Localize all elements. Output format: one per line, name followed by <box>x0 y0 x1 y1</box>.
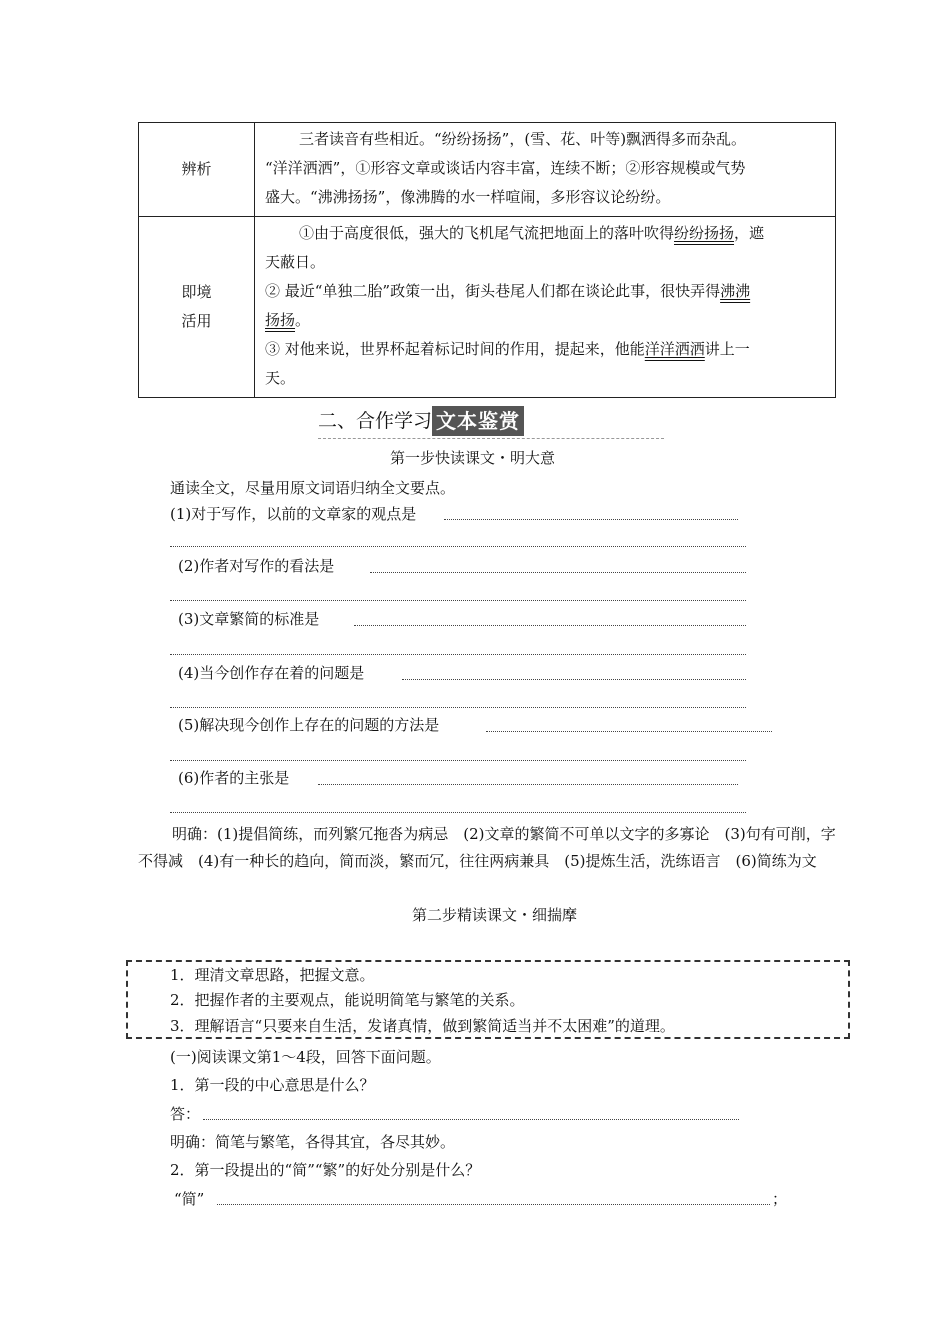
section-heading <box>318 404 524 438</box>
question-1: (1)对于写作，以前的文章家的观点是 <box>170 505 417 523</box>
usage-s2b: 。 <box>295 311 311 329</box>
usage-s1c: 天蔽日。 <box>265 253 326 271</box>
answer-line[interactable] <box>203 1119 739 1120</box>
usage-s2-underlined-1: 沸沸 <box>720 282 751 300</box>
question-a2: 2．第一段提出的“简”“繁”的好处分别是什么？ <box>170 1161 481 1179</box>
question-3: (3)文章繁简的标准是 <box>178 610 320 628</box>
table-row-analysis <box>139 123 836 217</box>
answer-line[interactable] <box>170 600 746 601</box>
answer-line[interactable] <box>217 1204 770 1205</box>
usage-label-1: 即境 <box>181 283 212 301</box>
answer-line[interactable] <box>318 784 738 785</box>
analysis-line-1: 三者读音有些相近。“纷纷扬扬”，(雪、花、叶等)飘洒得多而杂乱。 <box>299 130 747 148</box>
answer-label: 答： <box>170 1105 201 1123</box>
goal-2: 2．把握作者的主要观点，能说明简笔与繁笔的关系。 <box>170 991 525 1009</box>
semicolon: ； <box>772 1190 788 1208</box>
step1-answer-text: 明确：(1)提倡简练，而列繁冗拖沓为病忌 (2)文章的繁简不可单以文字的多寡论 (3)句有可削，字不得减 (4)有一种长的趋向，简而淡，繁而冗，往往两病兼具 (5)提炼生活，洗练语言 (6)简练为文 <box>138 825 836 870</box>
question-4: (4)当今创作存在着的问题是 <box>178 664 365 682</box>
answer-line[interactable] <box>354 625 746 626</box>
vocab-table <box>138 122 836 398</box>
usage-s2a: ② 最近“单独二胎”政策一出，街头巷尾人们都在谈论此事，很快弄得 <box>265 282 721 300</box>
analysis-line-3: 盛大。“沸沸扬扬”，像沸腾的水一样喧闹，多形容议论纷纷。 <box>265 188 671 206</box>
usage-s1-underlined: 纷纷扬扬 <box>674 224 735 242</box>
section-divider <box>318 438 664 439</box>
answer-line[interactable] <box>402 679 746 680</box>
table-content-usage <box>255 217 836 398</box>
answer-line[interactable] <box>370 572 746 573</box>
usage-s1b: ，遮 <box>734 224 765 242</box>
question-5: (5)解决现今创作上存在的问题的方法是 <box>178 716 440 734</box>
usage-s3c: 天。 <box>265 369 296 387</box>
clear-answer-1: 明确：简笔与繁笔，各得其宜，各尽其妙。 <box>170 1133 456 1151</box>
jian-label: “简” <box>174 1190 205 1208</box>
question-a1: 1．第一段的中心意思是什么？ <box>170 1076 375 1094</box>
table-label-usage <box>139 217 255 398</box>
answer-line[interactable] <box>486 731 772 732</box>
question-2: (2)作者对写作的看法是 <box>178 557 335 575</box>
answer-line[interactable] <box>170 546 746 547</box>
usage-s2-underlined-2: 扬扬 <box>265 311 296 329</box>
table-row-usage <box>139 217 836 398</box>
usage-s3b: 讲上一 <box>704 340 750 358</box>
answer-line[interactable] <box>444 519 738 520</box>
answer-line[interactable] <box>170 812 746 813</box>
step1-answer <box>138 821 838 875</box>
usage-s3-underlined: 洋洋洒洒 <box>644 340 705 358</box>
usage-label-2: 活用 <box>181 312 212 330</box>
step1-title: 第一步快读课文・明大意 <box>390 449 556 467</box>
section-prefix: 二、合作学习 <box>318 410 433 432</box>
answer-line[interactable] <box>170 760 746 761</box>
goal-1: 1．理清文章思路，把握文意。 <box>170 966 375 984</box>
table-label-analysis: 辨析 <box>139 123 255 217</box>
step2-title: 第二步精读课文・细揣摩 <box>412 906 578 924</box>
section-tag: 文本鉴赏 <box>432 406 524 436</box>
answer-line[interactable] <box>170 707 746 708</box>
step1-intro: 通读全文，尽量用原文词语归纳全文要点。 <box>170 479 456 497</box>
question-6: (6)作者的主张是 <box>178 769 290 787</box>
usage-s1a: ①由于高度很低，强大的飞机尾气流把地面上的落叶吹得 <box>299 224 675 242</box>
usage-s3a: ③ 对他来说，世界杯起着标记时间的作用，提起来，他能 <box>265 340 645 358</box>
learning-goals-box <box>126 960 850 1039</box>
goal-3: 3．理解语言“只要来自生活，发诸真情，做到繁简适当并不太困难”的道理。 <box>170 1017 675 1035</box>
table-content-analysis <box>255 123 836 217</box>
part-instruction: (一)阅读课文第1～4段，回答下面问题。 <box>170 1048 441 1066</box>
answer-line[interactable] <box>170 654 746 655</box>
analysis-line-2: “洋洋洒洒”，①形容文章或谈话内容丰富，连续不断；②形容规模或气势 <box>265 159 746 177</box>
